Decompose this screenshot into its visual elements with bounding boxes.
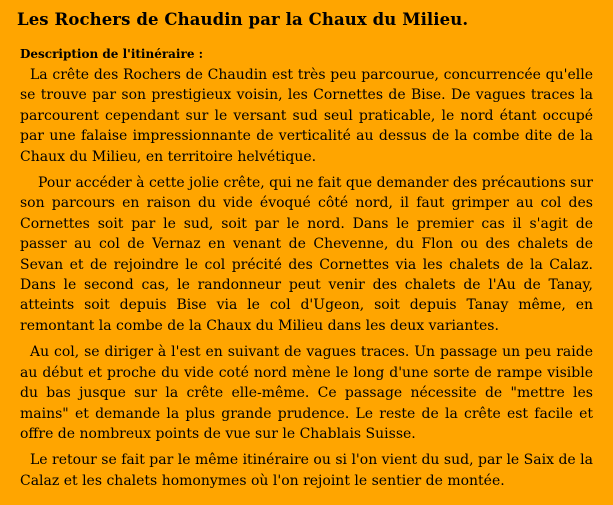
description-paragraph-1: La crête des Rochers de Chaudin est très peu parcourue, concurrencée qu'elle se trouve par son prestigieux voisin, les Cornettes de Bise. De vagues traces la parcourent cependant sur le versant sud seul praticable, le nord étant occupé par une falaise impressionnante de verticalité au dessus de la combe dite de la Chaux du Milieu, en territoire helvétique. bbox=[20, 67, 593, 165]
description-paragraph-3: Au col, se diriger à l'est en suivant de vagues traces. Un passage un peu raide au début et proche du vide coté nord mène le long d'une sorte de rampe visible du bas jusque sur la crête elle-même. Ce passage nécessite de "mettre les mains" et demande la plus grande prudence. Le reste de la crête est facile et offre de nombreux points de vue sur le Chablais Suisse. bbox=[20, 344, 593, 442]
description-paragraph-4: Le retour se fait par le même itinéraire ou si l'on vient du sud, par le Saix de la Calaz et les chalets homonymes où l'on rejoint le sentier de montée. bbox=[20, 452, 593, 489]
description-heading: Description de l'itinéraire : bbox=[20, 47, 204, 61]
description-paragraph-2: Pour accéder à cette jolie crête, qui ne fait que demander des précautions sur son parcours en raison du vide évoqué côté nord, il faut grimper au col des Cornettes soit par le sud, soit par le nord. Dans le premier cas il s'agit de passer au col de Vernaz en venant de Chevenne, du Flon ou des chalets de Sevan et de rejoindre le col précité des Cornettes via les chalets de la Calaz. Dans le second cas, le randonneur peut venir des chalets de l'Au de Tanay, atteints soit depuis Bise via le col d'Ugeon, soit depuis Tanay même, en remontant la combe de la Chaux du Milieu dans les deux variantes. bbox=[20, 175, 593, 334]
page-title: Les Rochers de Chaudin par la Chaux du Milieu. bbox=[17, 10, 469, 29]
